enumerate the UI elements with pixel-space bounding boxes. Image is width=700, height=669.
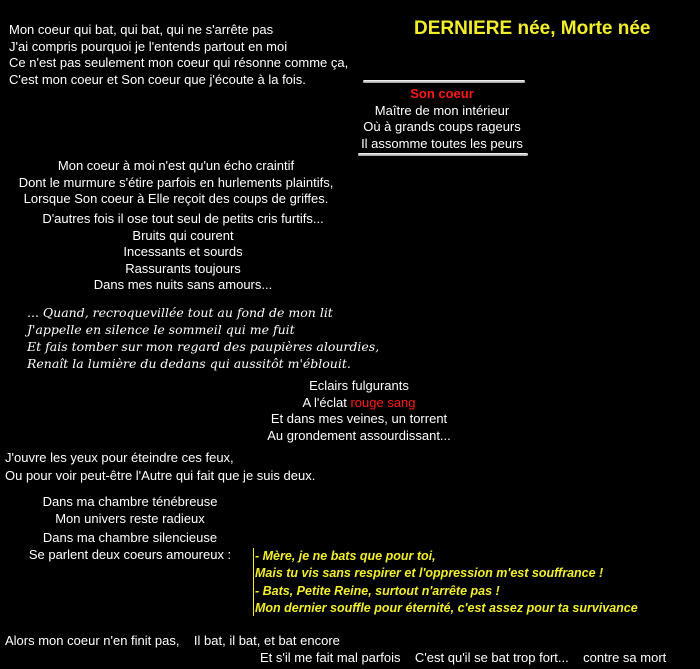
verse-line: Rassurants toujours <box>125 260 241 276</box>
dialogue-line: - Mère, je ne bats que pour toi, <box>255 549 436 563</box>
verse-line: ... Quand, recroquevillée tout au fond de mon lit <box>27 305 333 320</box>
stanza-7 <box>10 494 250 563</box>
verse-line: D'autres fois il ose tout seul de petits cris furtifs... <box>42 211 324 226</box>
verse-line: Eclairs fulgurants <box>309 378 409 393</box>
verse-line: Mon coeur qui bat, qui bat, qui ne s'arrête pas <box>9 22 274 37</box>
verse-line: J'ai compris pourquoi je l'entends partout en moi <box>9 38 288 54</box>
rouge-sang-text: rouge sang <box>350 394 416 410</box>
verse-text: A l'éclat <box>302 394 351 410</box>
verse-line: Mon univers reste radieux <box>55 510 205 526</box>
divider-bottom <box>358 153 528 156</box>
verse-line: Ou pour voir peut-être l'Autre qui fait que je suis deux. <box>5 467 316 483</box>
son-coeur-block <box>344 86 540 152</box>
verse-line: Ce n'est pas seulement mon coeur qui résonne comme ça, <box>9 55 349 70</box>
dialogue-bar <box>253 548 254 616</box>
verse-line: Dans ma chambre ténébreuse <box>42 494 218 509</box>
son-coeur-heading: Son coeur <box>410 86 474 101</box>
verse-line: J'appelle en silence le sommeil qui me fuit <box>27 322 295 337</box>
verse-line: Dont le murmure s'étire parfois en hurlements plaintifs, <box>18 174 334 190</box>
verse-line: Dans mes nuits sans amours... <box>93 277 273 292</box>
ending-line-2: Et s'il me fait mal parfois C'est qu'il se bat trop fort... contre sa mort <box>260 650 667 665</box>
stanza-3 <box>0 211 366 294</box>
ending-line-1: Alors mon coeur n'en finit pas, Il bat, il bat, et bat encore <box>5 633 340 648</box>
verse-line: Dans ma chambre silencieuse <box>42 530 218 545</box>
stanza-5 <box>245 378 473 444</box>
verse-line: Lorsque Son coeur à Elle reçoit des coups de griffes. <box>23 191 329 206</box>
divider-top <box>363 80 525 83</box>
verse-line: Se parlent deux coeurs amoureux : <box>28 546 232 562</box>
verse-line: Où à grands coups rageurs <box>363 119 521 134</box>
verse-line: Maître de mon intérieur <box>374 102 510 118</box>
verse-line: J'ouvre les yeux pour éteindre ces feux, <box>5 450 234 465</box>
verse-line: Bruits qui courent <box>132 227 234 243</box>
verse-line: C'est mon coeur et Son coeur que j'écoute à la fois. <box>9 71 306 87</box>
page-title: DERNIERE née, Morte née <box>414 18 651 39</box>
stanza-6 <box>5 450 315 484</box>
dialogue-block <box>255 548 638 616</box>
dialogue-line: Mon dernier souffle pour éternité, c'est assez pour ta survivance <box>255 600 638 615</box>
stanza-1 <box>9 22 348 88</box>
stanza-2 <box>0 158 352 208</box>
verse-line: Renaît la lumière du dedans qui aussitôt m'éblouit. <box>27 356 351 371</box>
verse-line: Au grondement assourdissant... <box>267 427 451 443</box>
dialogue-line: - Bats, Petite Reine, surtout n'arrête pas ! <box>255 584 500 598</box>
verse-line: Mon coeur à moi n'est qu'un écho craintif <box>57 158 295 173</box>
verse-line: Et dans mes veines, un torrent <box>270 411 448 426</box>
dialogue-line: Mais tu vis sans respirer et l'oppression m'est souffrance ! <box>255 565 604 580</box>
verse-line: Incessants et sourds <box>123 244 243 259</box>
stanza-4 <box>27 304 379 372</box>
verse-line <box>245 395 473 412</box>
verse-line: Il assomme toutes les peurs <box>361 135 523 151</box>
verse-line: Et fais tomber sur mon regard des paupières alourdies, <box>27 339 380 354</box>
